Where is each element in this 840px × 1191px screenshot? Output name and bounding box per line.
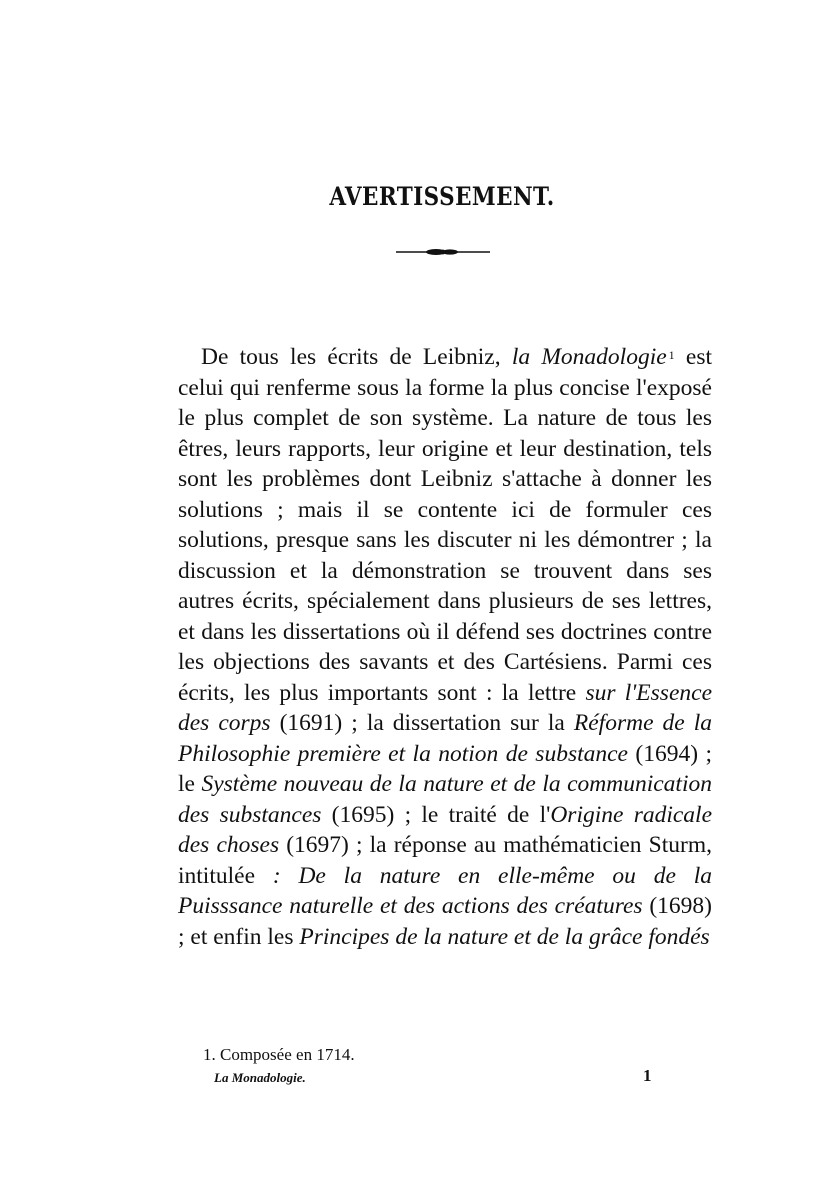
text-run: (1695) ; le traité de l' (321, 801, 551, 828)
ornament-divider (396, 246, 490, 258)
text-run: (1698) ; et enfin les (178, 893, 713, 950)
footnote-ref: 1 (668, 348, 675, 362)
text-run: est celui qui renferme sous la forme la plus concise l'exposé le plus complet de son système. La nature de tous les êtres, leurs rapports, leur origine et leur destination, tels sont les problèmes dont Leibniz s'attache à donner les solutions ; mais il se contente ici de formuler ces solutions, presque sans les discuter ni les démontrer ; la discussion et la démonstration se trouvent dans ses autres écrits, spécialement dans plusieurs de ses lettres, et dans les dissertations où il défend ses doctrines contre les objections des savants et des Cartésiens. Parmi ces écrits, les plus importants sont : la lettre (178, 344, 713, 706)
italic-run: Réforme de la Philosophie première et la notion de substance (178, 710, 713, 767)
text-run: (1694) ; le (178, 740, 713, 797)
text-run: (1691) ; la dissertation sur la (270, 710, 574, 736)
page-title: AVERTISSEMENT. (329, 182, 555, 211)
italic-run: : De la nature en elle-même ou de la Puisssance naturelle et des actions des créatures (178, 862, 712, 919)
running-footer: La Monadologie. (214, 1070, 306, 1085)
italic-run: Système nouveau de la nature et de la communication des substances (178, 771, 712, 828)
text-run: (1697) ; la réponse au mathématicien Sturm, intitulée (178, 832, 713, 889)
italic-run: sur l'Essence des corps (178, 679, 712, 736)
italic-run: la Monadologie (511, 344, 667, 370)
italic-run: Principes de la nature et de la grâce fondés (299, 923, 710, 950)
signature-mark: 1 (643, 1066, 652, 1085)
italic-run: Origine radicale des choses (178, 801, 713, 858)
text-run: De tous les écrits de Leibniz, (201, 344, 512, 370)
footnote: 1. Composée en 1714. (203, 1045, 355, 1064)
body-paragraph (178, 342, 712, 952)
